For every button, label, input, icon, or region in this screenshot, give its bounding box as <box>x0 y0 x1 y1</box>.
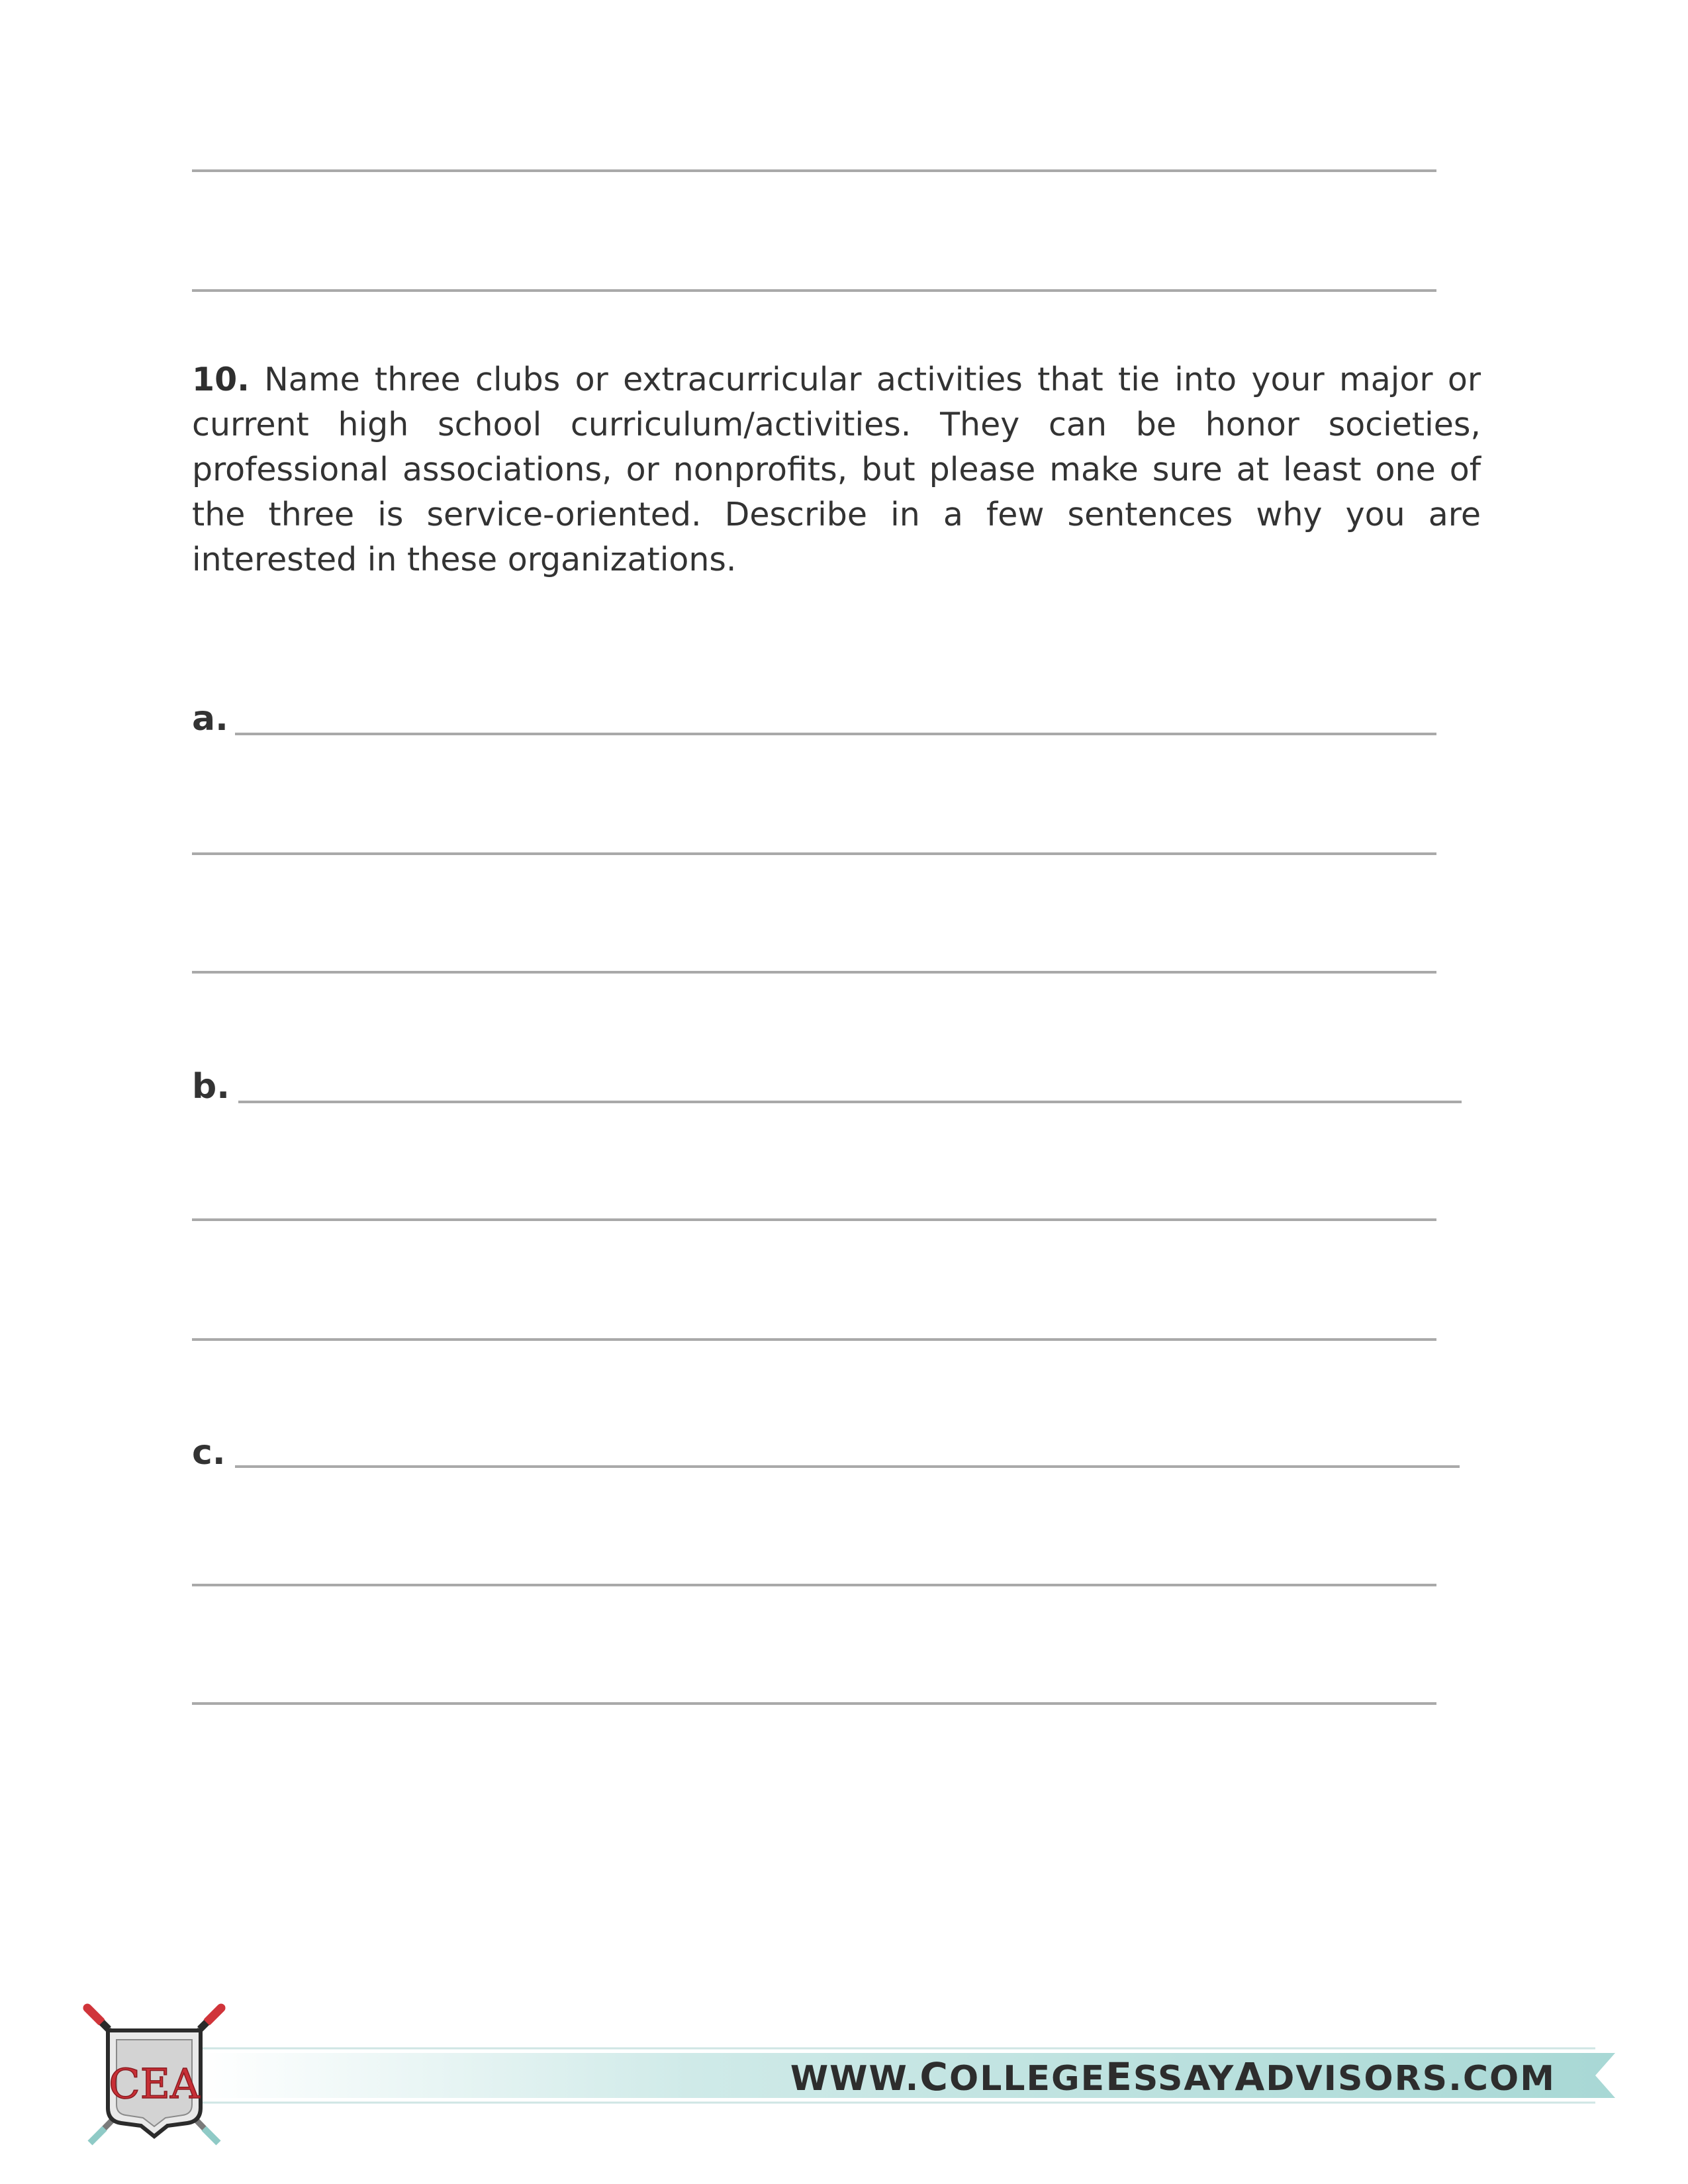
sub-item-a-label: a. <box>192 699 228 739</box>
answer-line-c-1[interactable] <box>235 1465 1460 1468</box>
answer-line-a-3[interactable] <box>192 971 1436 974</box>
sub-item-c-label: c. <box>192 1433 226 1473</box>
answer-line-b-3[interactable] <box>192 1338 1436 1341</box>
website-link[interactable]: WWW.COLLEGEESSAYADVISORS.COM <box>790 2054 1556 2099</box>
answer-line-b-1[interactable] <box>238 1101 1462 1103</box>
answer-line-c-3[interactable] <box>192 1702 1436 1705</box>
answer-line[interactable] <box>192 289 1436 292</box>
answer-line[interactable] <box>192 169 1436 172</box>
sub-item-b-label: b. <box>192 1067 230 1107</box>
answer-line-a-1[interactable] <box>235 733 1436 735</box>
cea-logo <box>78 1999 230 2151</box>
answer-line-c-2[interactable] <box>192 1584 1436 1586</box>
question-10 <box>192 357 1481 582</box>
svg-text:CEA: CEA <box>109 2060 200 2108</box>
answer-line-b-2[interactable] <box>192 1218 1436 1221</box>
question-text: Name three clubs or extracurricular activities that tie into your major or current high school curriculum/activities. They can be honor societies, professional associations, or nonprofits, but please make sure at least one of the three is service-oriented. Describe in a few sentences why you are interested in these organizations. <box>192 361 1481 578</box>
question-number: 10. <box>192 361 250 398</box>
answer-line-a-2[interactable] <box>192 852 1436 855</box>
